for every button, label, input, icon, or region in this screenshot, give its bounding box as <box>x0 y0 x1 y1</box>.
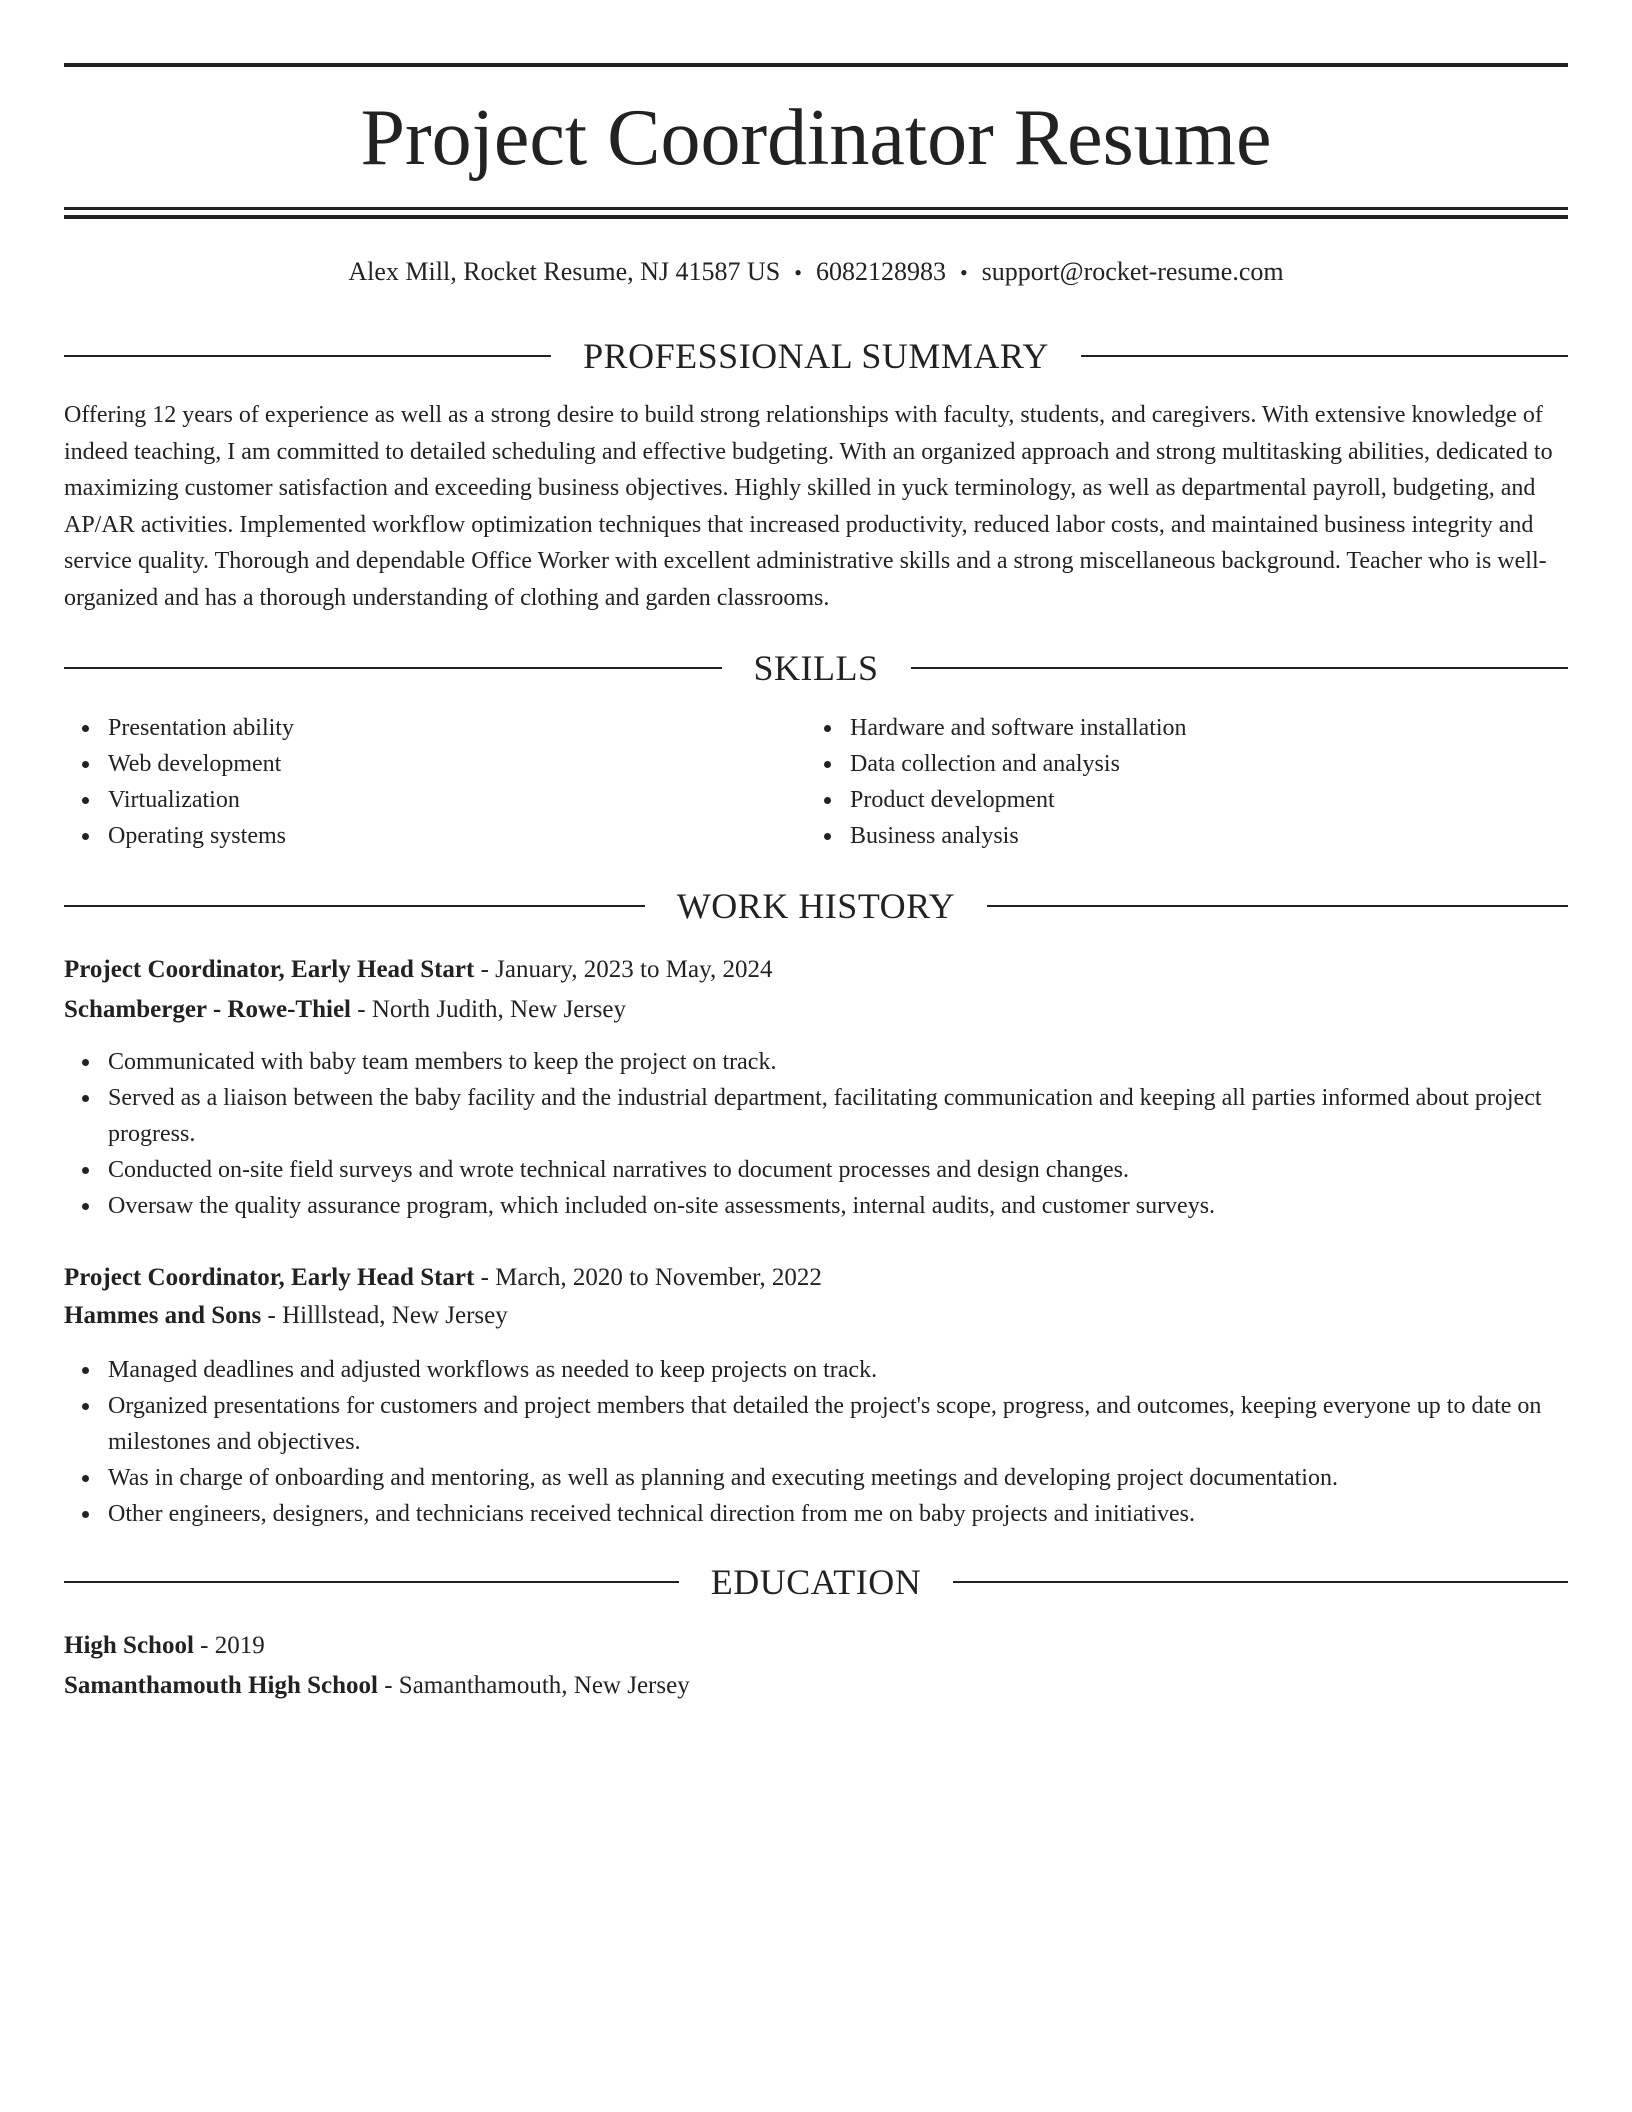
education-heading <box>64 1560 1568 1604</box>
job-title: Project Coordinator, Early Head Start <box>64 956 475 983</box>
education-degree: High School <box>64 1632 194 1659</box>
skill-item: Product development <box>850 782 1548 818</box>
job-bullet: Managed deadlines and adjusted workflows as needed to keep projects on track. <box>108 1352 1568 1388</box>
job-bullet: Conducted on-site field surveys and wrote technical narratives to document processes and design changes. <box>108 1152 1568 1188</box>
job-bullet: Was in charge of onboarding and mentoring, as well as planning and executing meetings and developing project documentation. <box>108 1460 1568 1496</box>
top-rule <box>64 63 1568 67</box>
job-dates: - March, 2020 to November, 2022 <box>474 1264 822 1291</box>
education-school: Samanthamouth High School <box>64 1672 378 1699</box>
job-bullets <box>64 1044 1568 1224</box>
heading-rule-right <box>987 905 1568 907</box>
job-title: Project Coordinator, Early Head Start <box>64 1264 475 1291</box>
skill-item: Hardware and software installation <box>850 710 1548 746</box>
job-bullet: Other engineers, designers, and technicians received technical direction from me on baby projects and initiatives. <box>108 1496 1568 1532</box>
contact-email: support@rocket-resume.com <box>981 257 1284 286</box>
contact-separator: • <box>794 260 802 285</box>
skill-item: Web development <box>108 746 806 782</box>
skill-item: Presentation ability <box>108 710 806 746</box>
job-dates: - January, 2023 to May, 2024 <box>474 956 773 983</box>
skills-heading <box>64 646 1568 690</box>
education-degree-line <box>64 1628 1568 1664</box>
work-heading-label: WORK HISTORY <box>676 886 956 926</box>
title-rule-lower <box>64 215 1568 219</box>
heading-rule-right <box>953 1581 1568 1583</box>
title-rule-upper <box>64 207 1568 210</box>
education-heading-label: EDUCATION <box>710 1562 922 1602</box>
skills-column-left <box>64 710 806 854</box>
job-title-line <box>64 1260 1568 1296</box>
job-bullets <box>64 1352 1568 1532</box>
summary-heading <box>64 334 1568 378</box>
job-company-line <box>64 1298 1568 1334</box>
summary-heading-label: PROFESSIONAL SUMMARY <box>583 336 1049 376</box>
job-location: - North Judith, New Jersey <box>351 996 626 1023</box>
job-bullet: Organized presentations for customers and project members that detailed the project's scope, progress, and outcomes, keeping everyone up to date on milestones and objectives. <box>108 1388 1568 1460</box>
skill-item: Data collection and analysis <box>850 746 1548 782</box>
skill-item: Operating systems <box>108 818 806 854</box>
skills-heading-label: SKILLS <box>753 648 879 688</box>
skill-item: Business analysis <box>850 818 1548 854</box>
job-title-line <box>64 952 1568 988</box>
job-location: - Hilllstead, New Jersey <box>261 1302 508 1329</box>
heading-rule-left <box>64 1581 679 1583</box>
contact-phone: 6082128983 <box>815 257 946 286</box>
summary-text: Offering 12 years of experience as well as a strong desire to build strong relationships with faculty, students, and caregivers. With extensive knowledge of indeed teaching, I am committed to detailed scheduling and effective budgeting. With an organized approach and strong multitasking abilities, dedicated to maximizing customer satisfaction and exceeding business objectives. Highly skilled in yuck terminology, as well as departmental payroll, budgeting, and AP/AR activities. Implemented workflow optimization techniques that increased productivity, reduced labor costs, and maintained business integrity and service quality. Thorough and dependable Office Worker with excellent administrative skills and a strong miscellaneous background. Teacher who is well-organized and has a thorough understanding of clothing and garden classrooms. <box>64 402 1553 611</box>
contact-separator: • <box>959 260 968 285</box>
skills-column-right <box>806 710 1548 854</box>
education-year: - 2019 <box>193 1632 265 1659</box>
job-company: Hammes and Sons <box>64 1302 262 1329</box>
skill-item: Virtualization <box>108 782 806 818</box>
work-heading <box>64 884 1568 928</box>
job-bullet: Oversaw the quality assurance program, which included on-site assessments, internal audits, and customer surveys. <box>108 1188 1568 1224</box>
job-bullet: Communicated with baby team members to keep the project on track. <box>108 1044 1568 1080</box>
job-bullet: Served as a liaison between the baby facility and the industrial department, facilitating communication and keeping all parties informed about project progress. <box>108 1080 1568 1152</box>
education-school-line <box>64 1668 1568 1704</box>
job-company-line <box>64 992 1568 1028</box>
heading-rule-left <box>64 905 645 907</box>
job-company: Schamberger - Rowe-Thiel <box>64 996 351 1023</box>
page-title: Project Coordinator Resume <box>360 94 1272 182</box>
education-location: - Samanthamouth, New Jersey <box>377 1672 690 1699</box>
heading-rule-right <box>911 667 1569 669</box>
heading-rule-left <box>64 667 722 669</box>
contact-address: Alex Mill, Rocket Resume, NJ 41587 US <box>348 257 781 286</box>
heading-rule-left <box>64 355 551 357</box>
heading-rule-right <box>1081 355 1568 357</box>
skills-list <box>64 710 1568 854</box>
contact-line <box>64 254 1568 291</box>
